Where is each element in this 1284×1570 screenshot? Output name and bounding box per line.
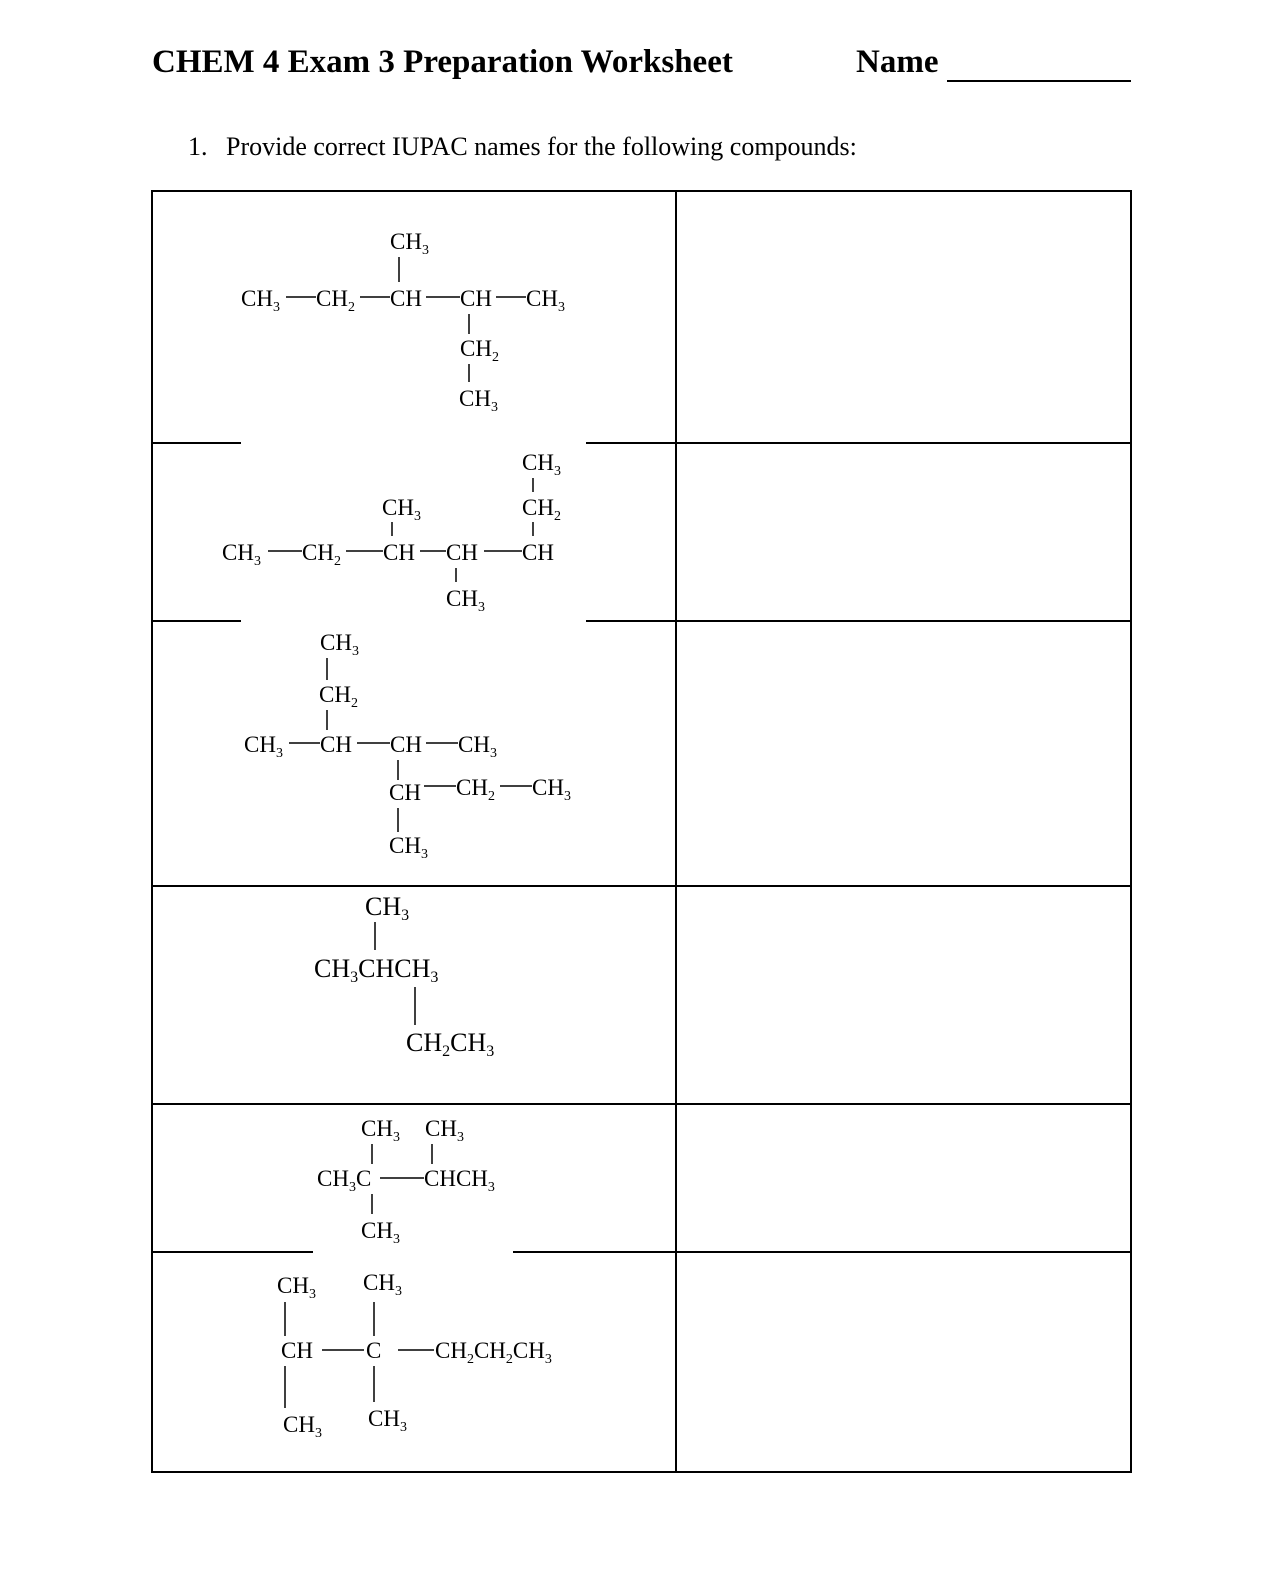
svg-text:CH3CHCH3: CH3CHCH3 xyxy=(314,954,439,986)
svg-text:CH3: $CH_3$ xyxy=(363,1270,402,1299)
svg-text:CH2: $CH_2$ xyxy=(316,286,355,315)
structure-1 xyxy=(241,229,565,415)
page-title: CHEM 4 Exam 3 Preparation Worksheet xyxy=(152,44,733,80)
svg-text:CH3: $CH_3$ xyxy=(244,732,283,761)
svg-text:CH: CH xyxy=(383,540,415,565)
svg-text:CH3: $CH_3$ xyxy=(283,1412,322,1441)
svg-text:CH3: $CH_3$ xyxy=(382,495,421,524)
svg-text:CH: CH xyxy=(522,540,554,565)
svg-text:CH2: $CH_2$ xyxy=(319,682,358,711)
svg-text:CH3: CH3 xyxy=(365,892,410,924)
svg-text:CH: CH xyxy=(320,732,352,757)
structure-4 xyxy=(314,892,494,1060)
svg-text:CH2CH3: CH2CH3 xyxy=(406,1028,495,1060)
svg-text:CH3: $CH_3$ xyxy=(241,286,280,315)
svg-text:CH3: $CH_3$ xyxy=(459,386,498,415)
svg-text:CH3: $CH_3$ xyxy=(277,1273,316,1302)
structure-6 xyxy=(277,1270,552,1441)
svg-text:CH3: $CH_3$ xyxy=(425,1116,464,1145)
svg-text:CH: CH xyxy=(389,780,421,805)
svg-text:CH3: $CH_3$ xyxy=(389,833,428,862)
svg-text:CH: CH xyxy=(390,732,422,757)
structure-3 xyxy=(244,630,571,862)
svg-text:CH3: $CH_3$ xyxy=(368,1406,407,1435)
svg-text:CH: CH xyxy=(460,286,492,311)
question-number: 1. xyxy=(188,132,208,161)
svg-text:CH3: $CH_3$ xyxy=(361,1218,400,1247)
name-label: Name xyxy=(856,44,939,80)
structure-5 xyxy=(317,1116,495,1247)
svg-text:CH2CH2CH3: $CH_2CH_2CH_3$ xyxy=(435,1338,552,1367)
svg-text:CH3: $CH_3$ xyxy=(446,586,485,615)
svg-text:CH3: $CH_3$ xyxy=(320,630,359,659)
svg-text:CH3C: $CH_3C$ xyxy=(317,1166,372,1195)
svg-text:CH: CH xyxy=(390,286,422,311)
svg-text:CH3: $CH_3$ xyxy=(390,229,429,258)
svg-text:CH3: $CH_3$ xyxy=(532,775,571,804)
svg-text:CHCH3: $CHCH_3$ xyxy=(424,1166,495,1195)
svg-text:C: C xyxy=(366,1338,382,1363)
structure-2 xyxy=(222,450,561,615)
svg-text:CH2: $CH_2$ xyxy=(522,495,561,524)
svg-text:CH3: $CH_3$ xyxy=(458,732,497,761)
svg-text:CH2: $CH_2$ xyxy=(302,540,341,569)
svg-text:CH: CH xyxy=(281,1338,313,1363)
svg-text:CH3: $CH_3$ xyxy=(526,286,565,315)
question-text: Provide correct IUPAC names for the following compounds: xyxy=(226,132,857,161)
svg-text:CH3: $CH_3$ xyxy=(222,540,261,569)
svg-text:CH: CH xyxy=(446,540,478,565)
svg-text:CH2: $CH_2$ xyxy=(456,775,495,804)
svg-text:CH2: $CH_2$ xyxy=(460,336,499,365)
svg-text:CH3: $CH_3$ xyxy=(522,450,561,479)
svg-text:CH3: $CH_3$ xyxy=(361,1116,400,1145)
